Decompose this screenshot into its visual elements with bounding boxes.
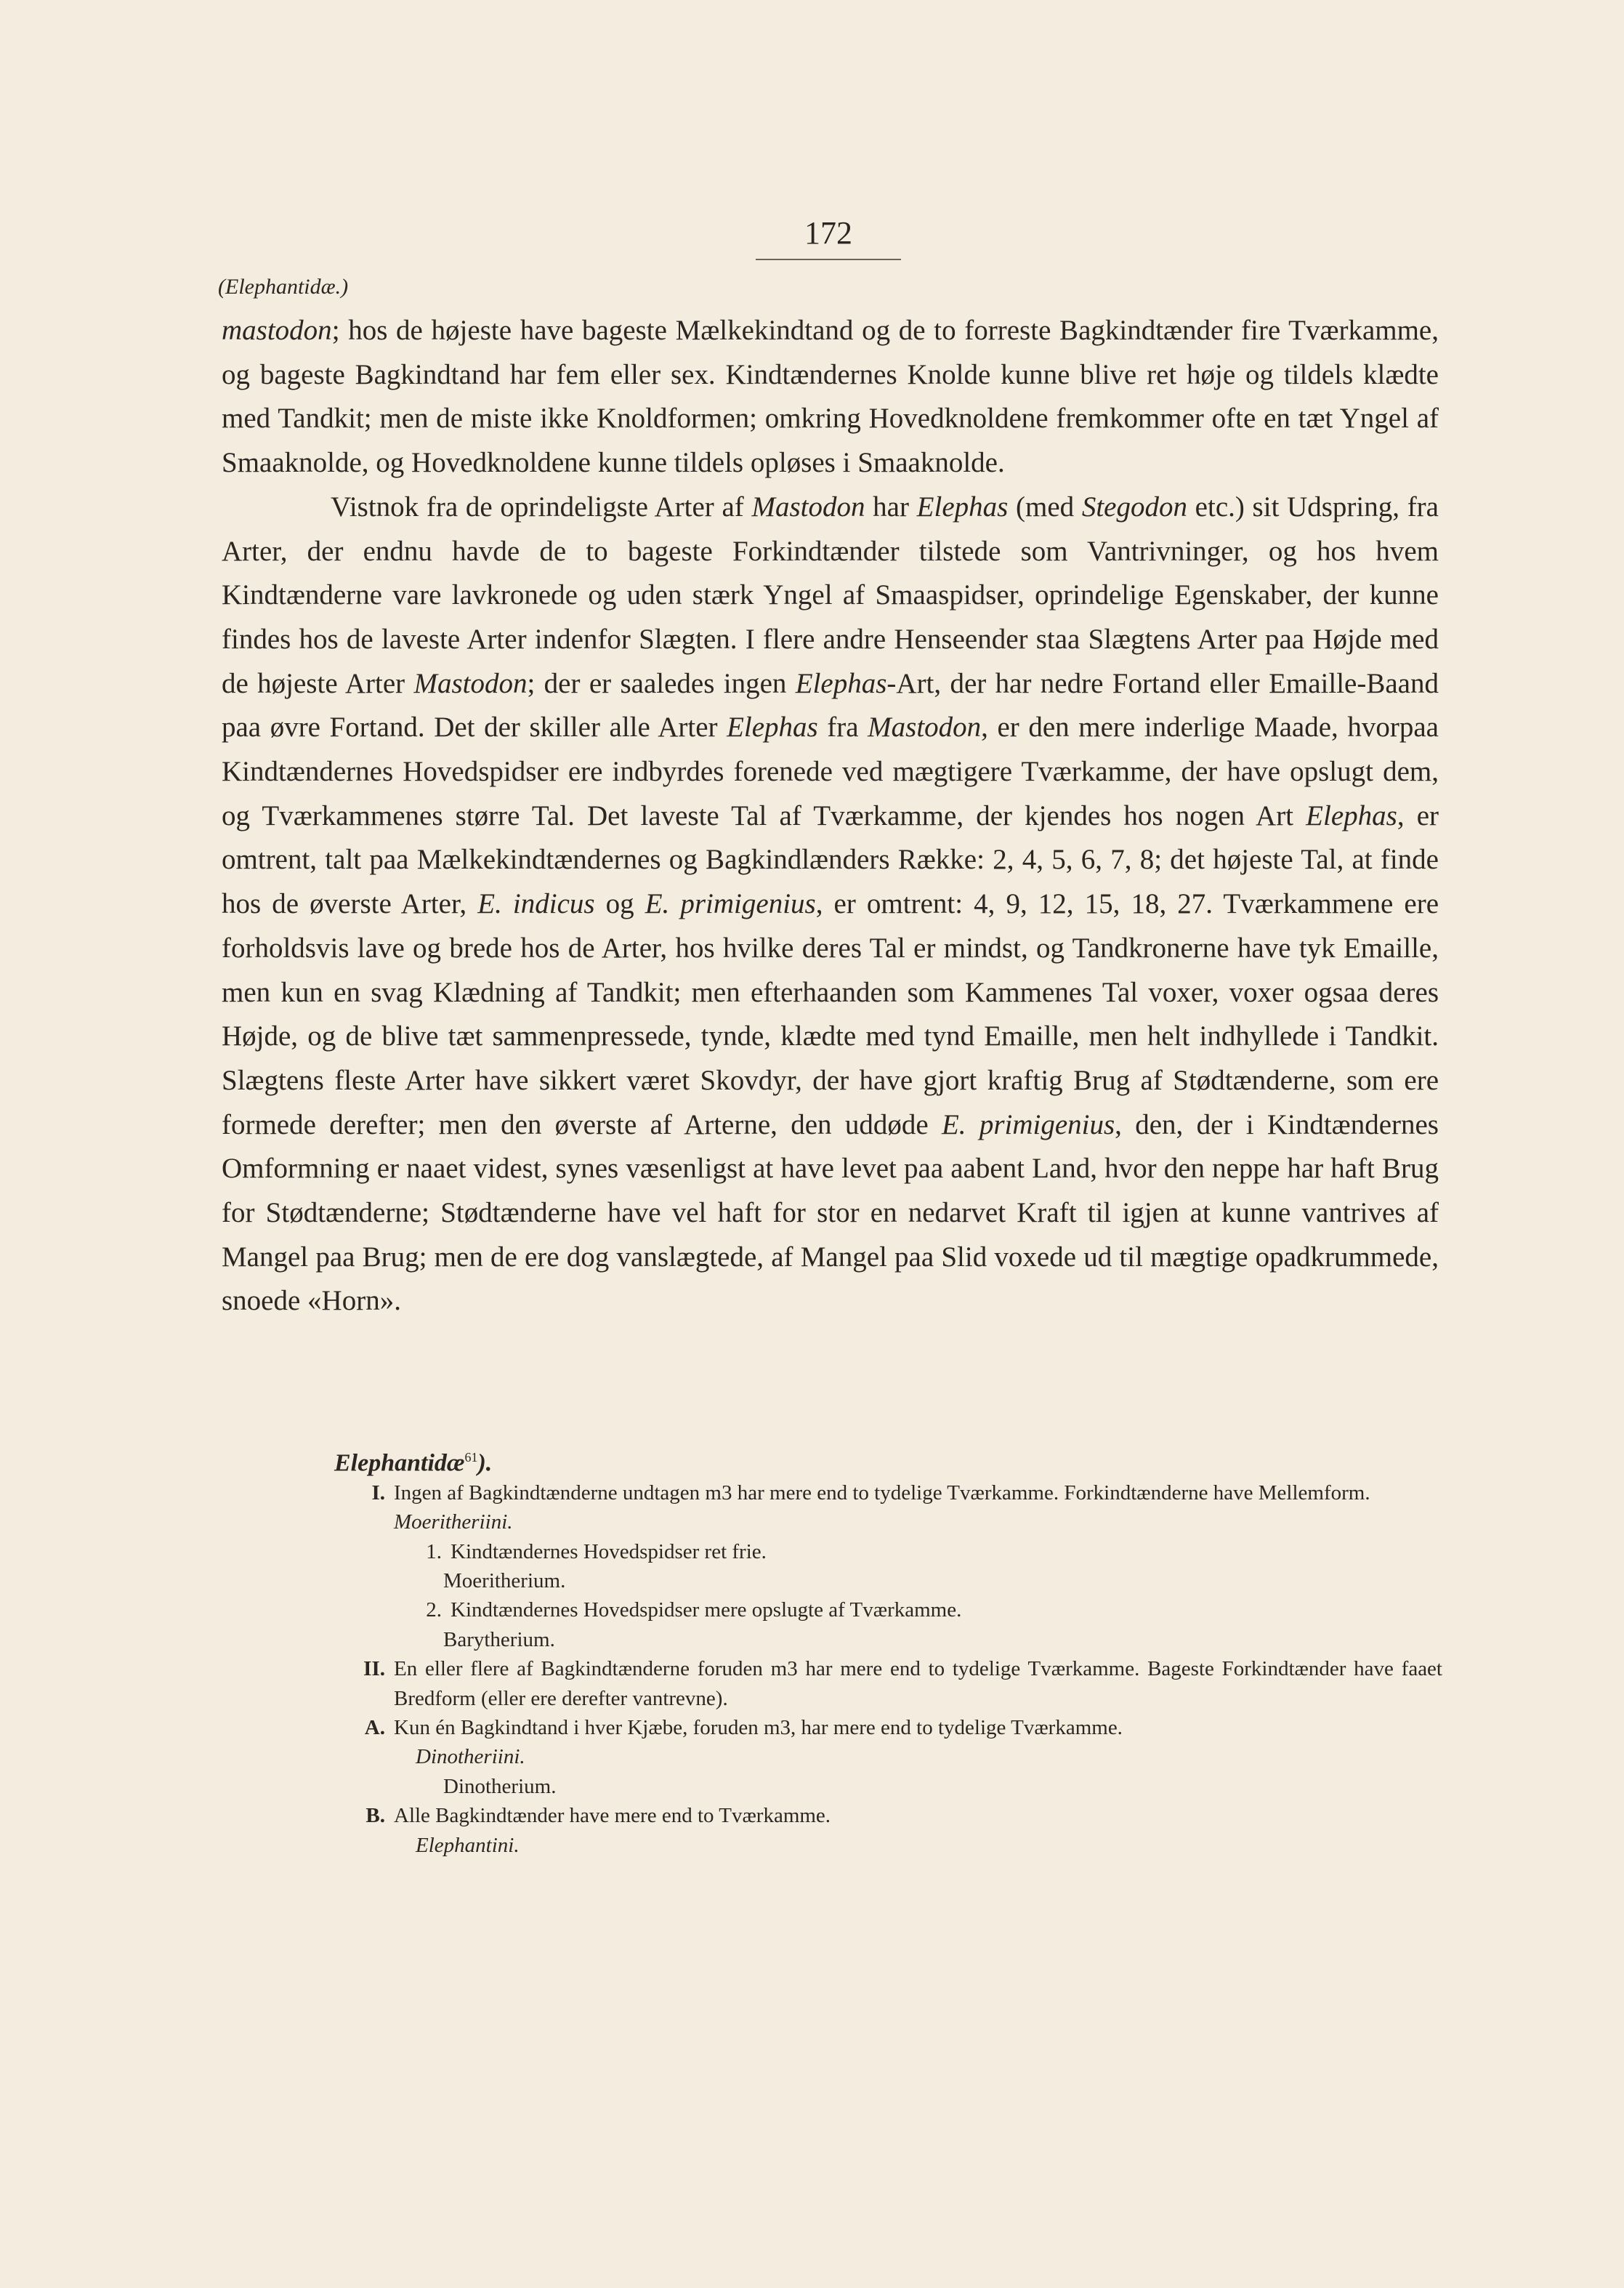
italic-term: E. primigenius bbox=[941, 1108, 1115, 1140]
italic-term: Stegodon bbox=[1081, 491, 1187, 523]
outline-row bbox=[334, 1595, 1442, 1624]
outline-text: Moeritherium. bbox=[443, 1568, 566, 1592]
outline-number: I. bbox=[371, 1481, 385, 1504]
text-run: , er den mere inderlige Maade, hvorpaa Kindtændernes Hovedspidser ere indbyrdes forenede ved mægtigere Tværkamme, der have opslugt dem, og Tværkammenes større Tal. Det laveste Tal af Tværkamme, der kjendes hos nogen Art bbox=[222, 712, 1439, 831]
text-run: , er omtrent: 4, 9, 12, 15, 18, 27. Tværkammene ere forholdsvis lave og brede hos de Arter, hos hvilke deres Tal er mindst, og Tandkronerne have tyk Emaille, men kun en svag Klædning af Tandkit; men efterhaanden som Kammenes Tal voxer, voxer ogsaa deres Højde, og de blive tæt sammenpressede, tynde, klædte med tynd Emaille, men helt indhyllede i Tandkit. Slægtens fleste Arter have sikkert været Skovdyr, der have gjort kraftig Brug af Stødtænderne, som ere formede derefter; men den øverste af Arterne, den uddøde bbox=[222, 888, 1439, 1140]
text-run: fra bbox=[817, 712, 868, 744]
outline-row bbox=[334, 1625, 1442, 1654]
outline-number: A. bbox=[364, 1715, 385, 1739]
outline-row bbox=[334, 1801, 1442, 1830]
italic-term: Elephas bbox=[727, 712, 818, 744]
outline-row bbox=[334, 1713, 1442, 1742]
classification-outline bbox=[334, 1443, 1442, 1860]
outline-text: Alle Bagkindtænder have mere end to Tværkamme. bbox=[394, 1804, 831, 1828]
footnote-marker: 61 bbox=[464, 1450, 478, 1465]
italic-term: Elephas bbox=[795, 667, 887, 699]
outline-text: Kindtændernes Hovedspidser mere opslugte af Tværkamme. bbox=[451, 1598, 962, 1622]
paragraph bbox=[222, 309, 1439, 486]
outline-row bbox=[334, 1742, 1442, 1771]
outline-text: Moeritheriini. bbox=[394, 1510, 513, 1534]
italic-term: E. primigenius bbox=[645, 888, 816, 920]
text-run: ; der er saaledes ingen bbox=[527, 667, 796, 699]
running-head: (Elephantidæ.) bbox=[218, 275, 349, 299]
outline-row bbox=[334, 1566, 1442, 1595]
text-run: (med bbox=[1008, 491, 1082, 523]
outline-text: Barytherium. bbox=[443, 1627, 555, 1651]
body-text bbox=[222, 309, 1439, 1324]
outline-text: En eller flere af Bagkindtænderne foruden m3 har mere end to tydelige Tværkamme. Bageste Forkindtænder have faaet Bredform (eller ere derefter vantrevne). bbox=[394, 1657, 1442, 1710]
outline-row bbox=[334, 1507, 1442, 1536]
paragraph bbox=[222, 486, 1439, 1324]
outline-text: Kindtændernes Hovedspidser ret frie. bbox=[451, 1539, 767, 1563]
outline-row bbox=[334, 1537, 1442, 1566]
outline-number: II. bbox=[363, 1657, 385, 1681]
italic-term: E. indicus bbox=[477, 888, 595, 920]
outline-heading: Elephantidæ$^{61}$). bbox=[334, 1449, 493, 1477]
text-run: og bbox=[594, 888, 645, 920]
text-run: Vistnok fra de oprindeligste Arter af bbox=[331, 491, 752, 523]
outline-text: Dinotherium. bbox=[443, 1774, 557, 1798]
italic-term: Mastodon bbox=[868, 712, 982, 744]
page-number: 172 bbox=[804, 215, 852, 251]
outline-text: Kun én Bagkindtand i hver Kjæbe, foruden m3, har mere end to tydelige Tværkamme. bbox=[394, 1715, 1123, 1739]
outline-text: Elephantini. bbox=[416, 1833, 520, 1857]
italic-term: Elephas bbox=[1306, 799, 1397, 831]
outline-number: 2. bbox=[426, 1598, 442, 1622]
italic-term: Elephas bbox=[916, 491, 1009, 523]
page-number-rule bbox=[756, 259, 901, 260]
outline-number: B. bbox=[365, 1804, 385, 1828]
outline-row bbox=[334, 1831, 1442, 1860]
italic-term: Mastodon bbox=[751, 491, 865, 523]
text-run: -Art, der har nedre Fortand eller Emaille-Baand paa øvre Fortand. Det der skiller alle Arter bbox=[222, 667, 1439, 744]
italic-term: Mastodon bbox=[413, 667, 528, 699]
outline-number: 1. bbox=[426, 1539, 442, 1563]
outline-text: Dinotheriini. bbox=[416, 1745, 525, 1769]
text-run: har bbox=[865, 491, 917, 523]
text-run: , er omtrent, talt paa Mælkekindtændernes og Bagkindlænders Række: 2, 4, 5, 6, 7, 8; det højeste Tal, at finde hos de øverste Arter, bbox=[222, 799, 1439, 920]
text-run: , den, der i Kindtændernes Omformning er naaet videst, synes væsenligst at have levet paa aabent Land, hvor den neppe har haft Brug for Stødtænderne; Stødtænderne have vel haft for stor en nedarvet Kraft til igjen at kunne vantrives af Mangel paa Brug; men de ere dog vanslægtede, af Mangel paa Slid voxede ud til mægtige opadkrummede, snoede «Horn». bbox=[222, 1108, 1439, 1317]
outline-row bbox=[334, 1772, 1442, 1801]
outline-row bbox=[334, 1478, 1442, 1507]
text-run: ; hos de højeste have bageste Mælkekindtand og de to forreste Bagkindtænder fire Tværkamme, og bageste Bagkindtand har fem eller sex. Kindtændernes Knolde kunne blive ret høje og tildels klædte med Tandkit; men de miste ikke Knoldformen; omkring Hovedknoldene fremkommer ofte en tæt Yngel af Smaaknolde, og Hovedknoldene kunne tildels opløses i Smaaknolde. bbox=[222, 315, 1439, 479]
outline-text: Ingen af Bagkindtænderne undtagen m3 har mere end to tydelige Tværkamme. Forkindtænderne have Mellemform. bbox=[394, 1481, 1370, 1504]
outline-heading-text: Elephantidæ bbox=[334, 1449, 465, 1477]
text-run: etc.) sit Udspring, fra Arter, der endnu havde de to bageste Forkindtænder tilstede som Vantrivninger, og hos hvem Kindtænderne vare lavkronede og uden stærk Yngel af Smaaspidser, oprindelige Egenskaber, der kunne findes hos de laveste Arter indenfor Slægten. I flere andre Henseender staa Slægtens Arter paa Højde med de højeste Arter bbox=[222, 491, 1439, 699]
outline-rows bbox=[334, 1478, 1442, 1860]
outline-row bbox=[334, 1654, 1442, 1713]
italic-term: mastodon bbox=[222, 315, 332, 346]
